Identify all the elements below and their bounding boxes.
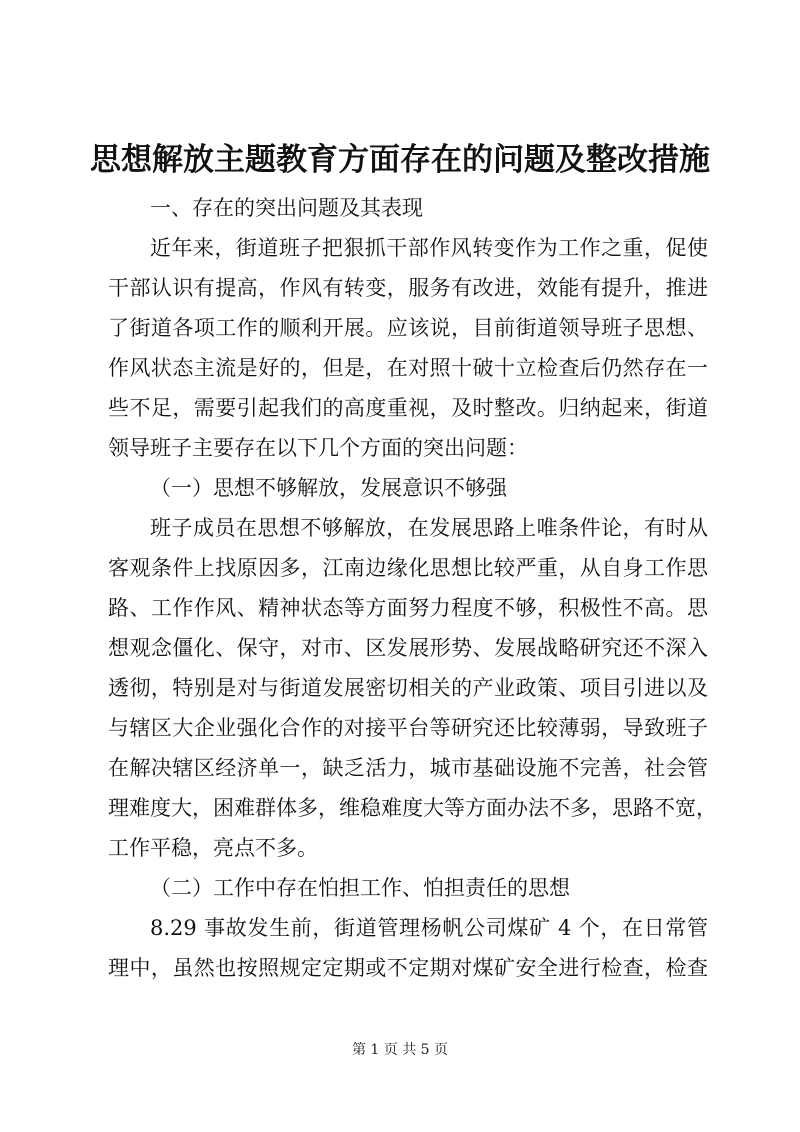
paragraph-line: 些不足，需要引起我们的高度重视，及时整改。归纳起来，街道 bbox=[108, 396, 708, 420]
subsection-heading: （二）工作中存在怕担工作、怕担责任的思想 bbox=[150, 876, 570, 900]
paragraph-line: 理难度大，困难群体多，维稳难度大等方面办法不多，思路不宽， bbox=[108, 796, 717, 820]
paragraph-line: 透彻，特别是对与街道发展密切相关的产业政策、项目引进以及 bbox=[108, 676, 708, 700]
document-title: 思想解放主题教育方面存在的问题及整改措施 bbox=[90, 142, 710, 178]
paragraph-line: 理中，虽然也按照规定定期或不定期对煤矿安全进行检查，检查 bbox=[108, 956, 708, 980]
paragraph-line: 8.29 事故发生前，街道管理杨帆公司煤矿 4 个，在日常管 bbox=[150, 916, 708, 940]
paragraph-line: 干部认识有提高，作风有转变，服务有改进，效能有提升，推进 bbox=[108, 276, 708, 300]
document-body bbox=[108, 188, 717, 988]
page-footer: 第 1 页 共 5 页 bbox=[351, 1042, 449, 1058]
paragraph-line: 了街道各项工作的顺利开展。应该说，目前街道领导班子思想、 bbox=[108, 316, 708, 340]
paragraph-line: 工作平稳，亮点不多。 bbox=[108, 836, 318, 860]
paragraph-line: 想观念僵化、保守，对市、区发展形势、发展战略研究还不深入 bbox=[108, 636, 708, 660]
paragraph-line: 客观条件上找原因多，江南边缘化思想比较严重，从自身工作思 bbox=[108, 556, 708, 580]
paragraph-line: 近年来，街道班子把狠抓干部作风转变作为工作之重，促使 bbox=[150, 236, 708, 260]
paragraph-line: 领导班子主要存在以下几个方面的突出问题： bbox=[108, 436, 528, 460]
paragraph-line: 路、工作作风、精神状态等方面努力程度不够，积极性不高。思 bbox=[108, 596, 708, 620]
section-heading: 一、存在的突出问题及其表现 bbox=[150, 196, 423, 220]
paragraph-line: 班子成员在思想不够解放，在发展思路上唯条件论，有时从 bbox=[150, 516, 708, 540]
paragraph-line: 在解决辖区经济单一，缺乏活力，城市基础设施不完善，社会管 bbox=[108, 756, 708, 780]
subsection-heading: （一）思想不够解放，发展意识不够强 bbox=[150, 476, 507, 500]
paragraph-line: 作风状态主流是好的，但是，在对照十破十立检查后仍然存在一 bbox=[108, 356, 708, 380]
paragraph-line: 与辖区大企业强化合作的对接平台等研究还比较薄弱，导致班子 bbox=[108, 716, 708, 740]
